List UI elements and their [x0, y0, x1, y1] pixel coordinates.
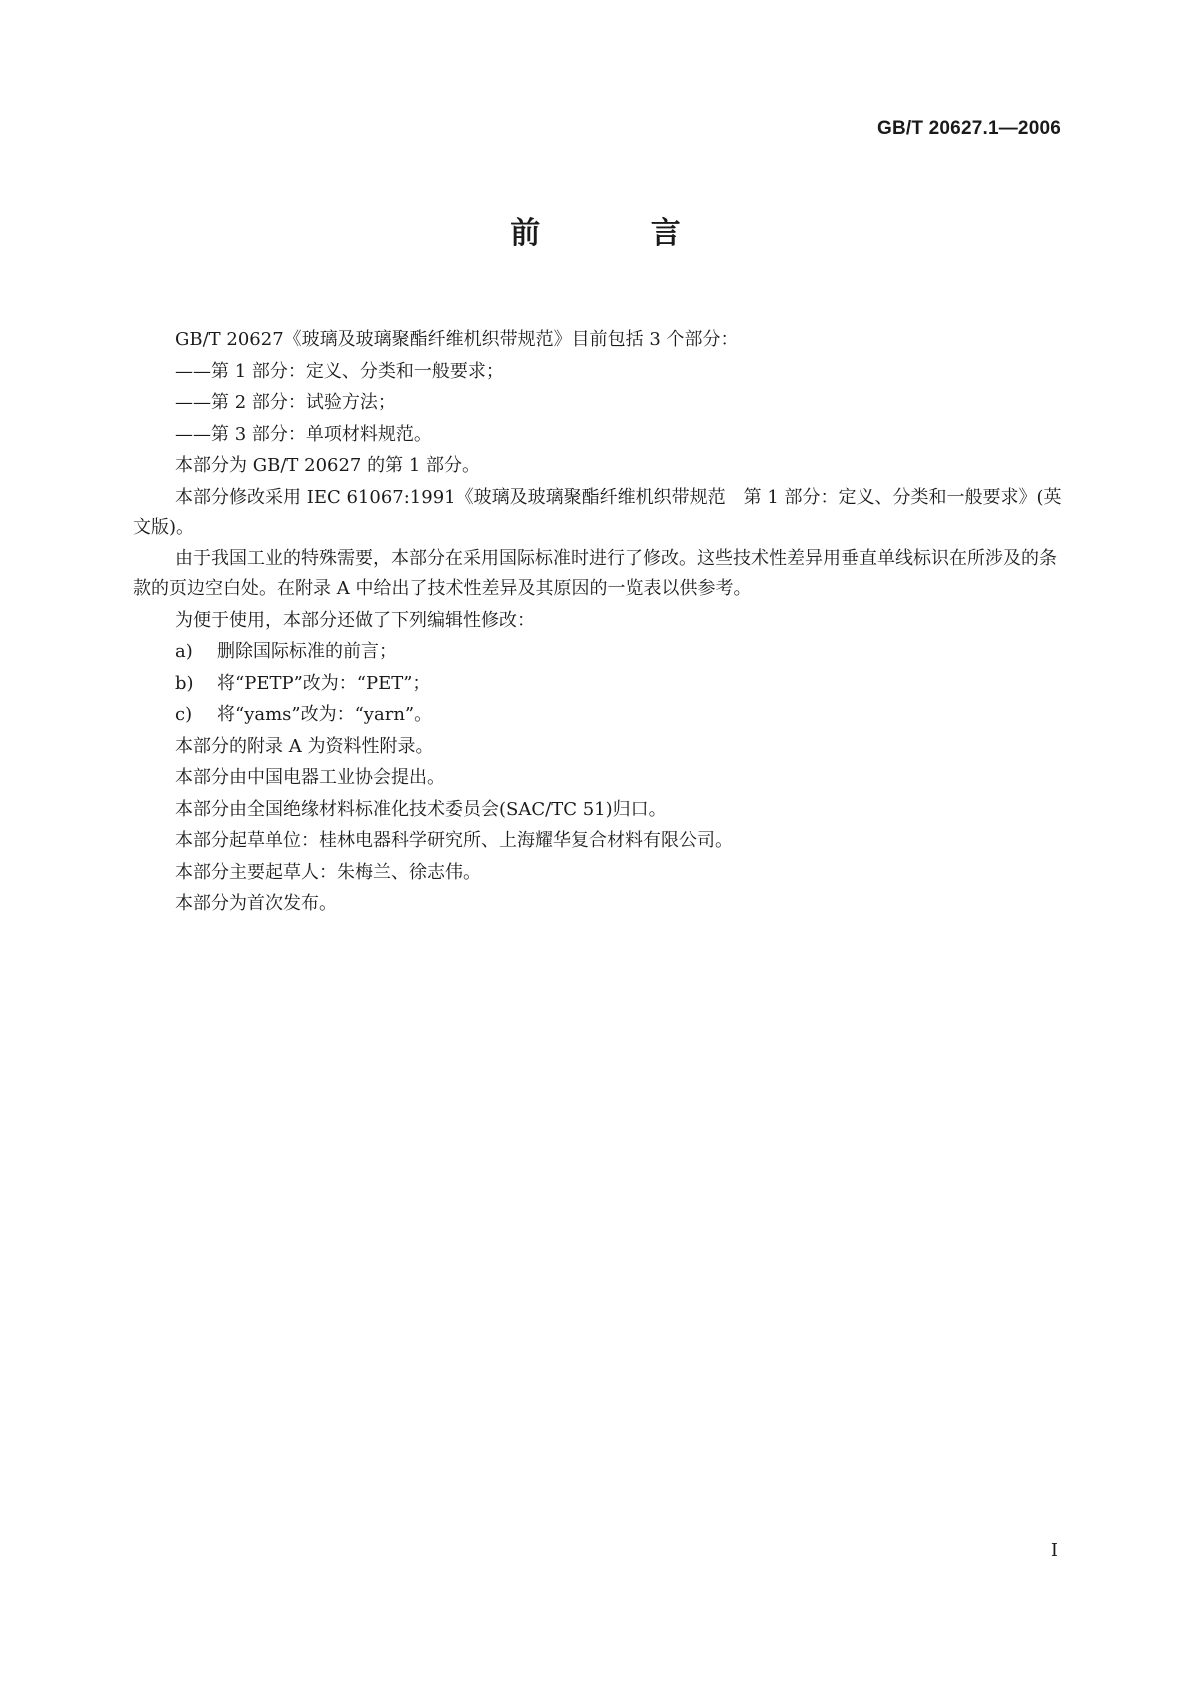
part-list-item: ——第 2 部分：试验方法； — [175, 392, 396, 413]
technical-deviation-statement: 由于我国工业的特殊需要，本部分在采用国际标准时进行了修改。这些技术性差异用垂直单线标识在所涉及的条款的页边空白处。在附录 A 中给出了技术性差异及其原因的一览表以供参考。 — [133, 548, 1057, 599]
edit-item — [133, 700, 1063, 730]
edit-marker: c) — [175, 704, 193, 725]
edit-text: 删除国际标准的前言； — [217, 641, 397, 662]
part-list-item: ——第 1 部分：定义、分类和一般要求； — [175, 360, 504, 382]
drafting-units-statement: 本部分起草单位：桂林电器科学研究所、上海耀华复合材料有限公司。 — [175, 830, 733, 851]
committee-statement: 本部分由全国绝缘材料标准化技术委员会(SAC/TC 51)归口。 — [175, 798, 667, 820]
edit-marker: a) — [175, 641, 193, 662]
part-statement: 本部分为 GB/T 20627 的第 1 部分。 — [175, 455, 480, 476]
editorial-changes-intro: 为便于使用，本部分还做了下列编辑性修改： — [175, 609, 535, 631]
foreword-body — [133, 325, 1063, 921]
proposer-statement: 本部分由中国电器工业协会提出。 — [175, 767, 445, 788]
page-number: I — [1050, 1540, 1058, 1561]
edit-text: 将“yams”改为：“yarn”。 — [217, 704, 433, 725]
edit-marker: b) — [175, 672, 194, 694]
intro-paragraph: GB/T 20627《玻璃及玻璃聚酯纤维机织带规范》目前包括 3 个部分： — [175, 329, 739, 350]
annex-statement: 本部分的附录 A 为资料性附录。 — [175, 735, 434, 757]
edit-text: 将“PETP”改为：“PET”； — [217, 672, 431, 694]
part-list-item: ——第 3 部分：单项材料规范。 — [175, 423, 432, 445]
page-title: 前 言 — [510, 216, 731, 251]
standard-code: GB/T 20627.1—2006 — [876, 118, 1061, 139]
adoption-statement: 本部分修改采用 IEC 61067:1991《玻璃及玻璃聚酯纤维机织带规范 第 1 部分：定义、分类和一般要求》(英文版)。 — [133, 486, 1062, 538]
edit-item — [133, 669, 1063, 699]
first-release-statement: 本部分为首次发布。 — [175, 893, 337, 914]
drafters-statement: 本部分主要起草人：朱梅兰、徐志伟。 — [175, 861, 481, 883]
edit-item — [133, 637, 1063, 667]
